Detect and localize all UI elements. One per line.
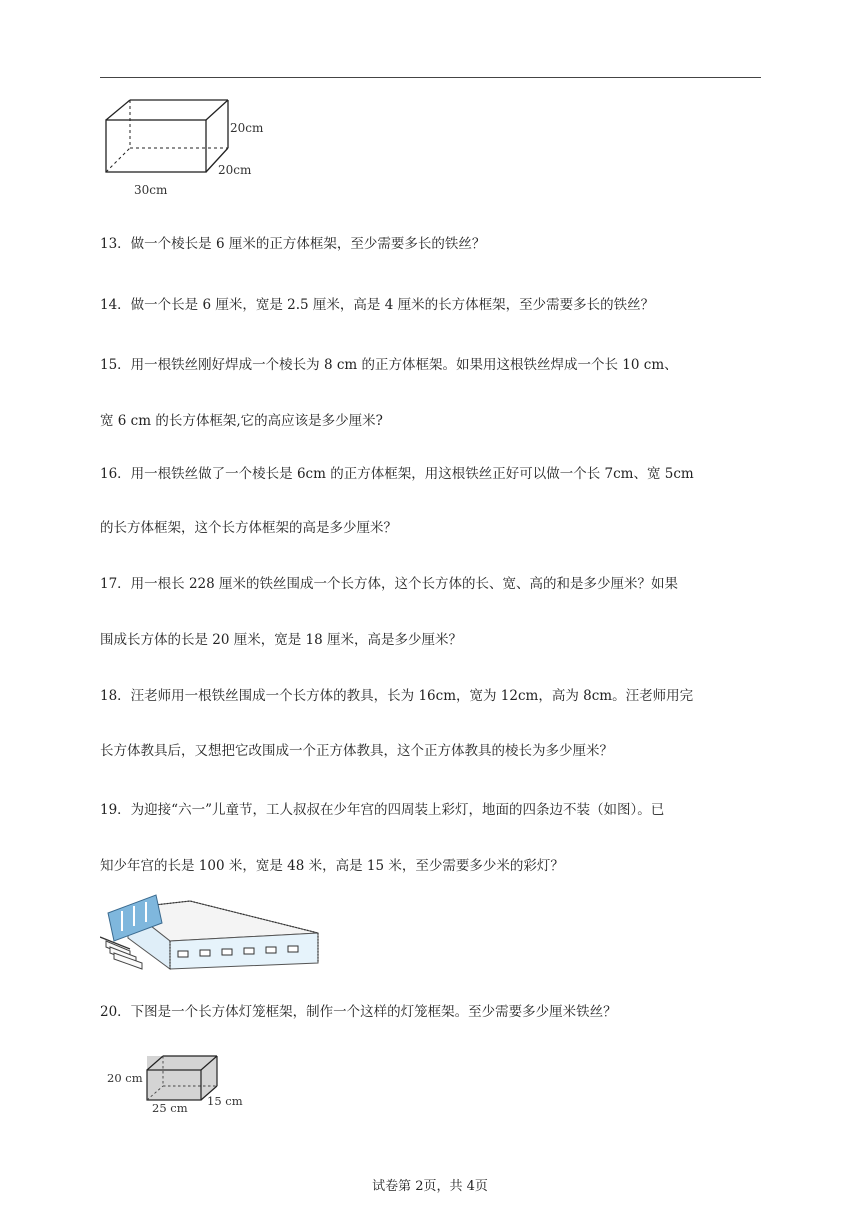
question-15-line-2: 宽 6 cm 的长方体框架,它的高应该是多少厘米? — [100, 413, 383, 429]
question-18-line-2: 长方体教具后，又想把它改围成一个正方体教具，这个正方体教具的棱长为多少厘米？ — [100, 743, 613, 759]
box1-height-label: 20cm — [230, 121, 264, 135]
question-17-line-1: 17．用一根长 228 厘米的铁丝围成一个长方体，这个长方体的长、宽、高的和是多少厘米？如果 — [100, 576, 679, 592]
box1-length-label: 30cm — [134, 183, 168, 197]
question-15-line-1: 15．用一根铁丝刚好焊成一个棱长为 8 cm 的正方体框架。如果用这根铁丝焊成一个长 10 cm、 — [100, 357, 678, 373]
box2-length-label: 25 cm — [152, 1101, 188, 1115]
question-19-line-1: 19．为迎接“六一”儿童节，工人叔叔在少年宫的四周装上彩灯，地面的四条边不装（如图）。已 — [100, 802, 665, 818]
question-18-line-1: 18．汪老师用一根铁丝围成一个长方体的教具，长为 16cm，宽为 12cm，高为 8cm。汪老师用完 — [100, 688, 694, 704]
question-16-line-1: 16．用一根铁丝做了一个棱长是 6cm 的正方体框架，用这根铁丝正好可以做一个长 7cm、宽 5cm — [100, 466, 694, 482]
youth-palace-illustration — [100, 893, 325, 978]
question-14: 14．做一个长是 6 厘米，宽是 2.5 厘米，高是 4 厘米的长方体框架，至少需要多长的铁丝？ — [100, 297, 655, 313]
question-17-line-2: 围成长方体的长是 20 厘米，宽是 18 厘米，高是多少厘米？ — [100, 632, 463, 648]
question-13: 13．做一个棱长是 6 厘米的正方体框架，至少需要多长的铁丝？ — [100, 236, 486, 252]
question-19-line-2: 知少年宫的长是 100 米，宽是 48 米，高是 15 米，至少需要多少米的彩灯？ — [100, 858, 564, 874]
cuboid-figure-1 — [100, 92, 280, 202]
header-rule — [100, 77, 761, 78]
box2-width-label: 15 cm — [207, 1094, 243, 1108]
box1-width-label: 20cm — [218, 163, 252, 177]
question-16-line-2: 的长方体框架，这个长方体框架的高是多少厘米？ — [100, 520, 397, 536]
page-footer: 试卷第 2页，共 4页 — [372, 1179, 488, 1194]
box2-height-label: 20 cm — [107, 1071, 143, 1085]
question-20: 20．下图是一个长方体灯笼框架，制作一个这样的灯笼框架。至少需要多少厘米铁丝？ — [100, 1004, 617, 1020]
lantern-frame-figure — [105, 1048, 255, 1118]
